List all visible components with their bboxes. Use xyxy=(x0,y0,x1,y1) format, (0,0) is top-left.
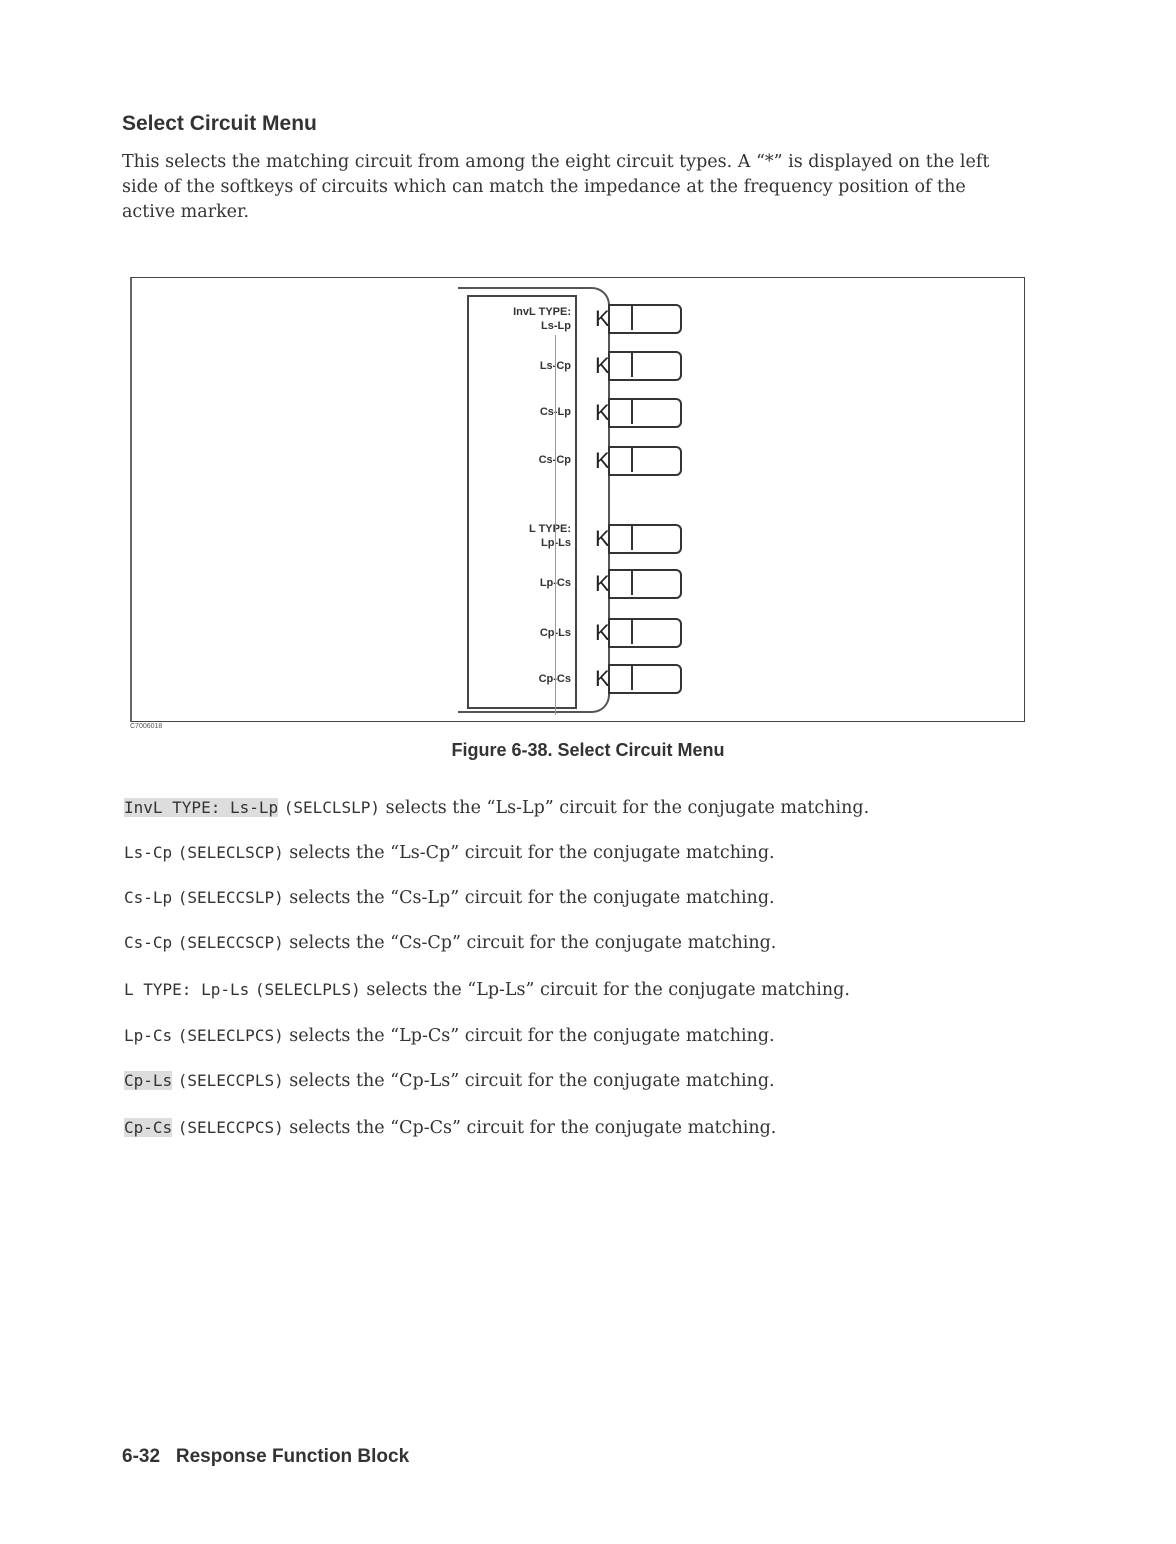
label-invl-type: InvL TYPE: xyxy=(513,306,571,318)
list-item xyxy=(124,888,775,908)
command: (SELECLPCS) xyxy=(177,1026,284,1045)
softkey-name: Cp-Cs xyxy=(124,1118,173,1137)
softkey-name: Ls-Cp xyxy=(124,843,173,862)
softkey-6 xyxy=(595,569,681,597)
description: selects the “Cp-Cs” circuit for the conjugate matching. xyxy=(289,1118,777,1138)
pointer-icon: K xyxy=(595,306,610,331)
pointer-icon: K xyxy=(595,448,610,473)
softkey-4 xyxy=(595,446,681,474)
softkey-8 xyxy=(595,664,681,692)
softkey-name: L TYPE: Lp-Ls xyxy=(124,980,250,999)
label-ls-cp: Ls-Cp xyxy=(539,360,571,372)
label-l-type: L TYPE: xyxy=(529,523,571,535)
page-footer: 6-32 Response Function Block xyxy=(122,1446,410,1467)
command: (SELECCSLP) xyxy=(177,888,284,907)
softkey-name: InvL TYPE: Ls-Lp xyxy=(124,798,279,817)
command: (SELCLSLP) xyxy=(283,798,381,817)
label-cp-ls: Cp-Ls xyxy=(539,627,571,639)
softkey-1 xyxy=(595,304,681,332)
command: (SELECCPLS) xyxy=(177,1071,284,1090)
softkey-name: Lp-Cs xyxy=(124,1026,173,1045)
list-item xyxy=(124,798,869,818)
description: selects the “Cs-Cp” circuit for the conjugate matching. xyxy=(289,933,777,953)
description: selects the “Cs-Lp” circuit for the conjugate matching. xyxy=(289,888,775,908)
list-item xyxy=(124,1118,776,1138)
softkey-2 xyxy=(595,351,681,379)
list-item xyxy=(124,1026,775,1046)
figure-caption: Figure 6-38. Select Circuit Menu xyxy=(451,740,725,760)
description: selects the “Lp-Cs” circuit for the conjugate matching. xyxy=(289,1026,775,1046)
command: (SELECLPLS) xyxy=(254,980,361,999)
pointer-icon: K xyxy=(595,526,610,551)
list-item xyxy=(124,1071,775,1091)
label-ls-lp: Ls-Lp xyxy=(541,320,571,332)
softkey-name: Cp-Ls xyxy=(124,1071,173,1090)
command: (SELECLSCP) xyxy=(177,843,284,862)
pointer-icon: K xyxy=(595,666,610,691)
softkey-7 xyxy=(595,618,681,646)
section-heading: Select Circuit Menu xyxy=(122,112,317,135)
pointer-icon: K xyxy=(595,400,610,425)
label-lp-cs: Lp-Cs xyxy=(539,577,571,589)
figure-code: C7006018 xyxy=(130,723,163,730)
label-cs-cp: Cs-Cp xyxy=(538,454,571,466)
description: selects the “Ls-Cp” circuit for the conjugate matching. xyxy=(289,843,775,863)
label-lp-ls: Lp-Ls xyxy=(541,537,571,549)
softkey-name: Cs-Cp xyxy=(124,933,173,952)
list-item xyxy=(124,980,850,1000)
pointer-icon: K xyxy=(595,571,610,596)
softkey-label-panel xyxy=(467,295,577,709)
separator-line xyxy=(555,335,556,715)
description: selects the “Ls-Lp” circuit for the conjugate matching. xyxy=(385,798,870,818)
intro-paragraph: This selects the matching circuit from among the eight circuit types. A “*” is displayed on the left side of the softkeys of circuits which can match the impedance at the frequency position of the active marker. xyxy=(122,152,990,222)
description: selects the “Lp-Ls” circuit for the conjugate matching. xyxy=(366,980,850,1000)
command: (SELECCSCP) xyxy=(177,933,284,952)
list-item xyxy=(124,843,775,863)
list-item xyxy=(124,933,776,953)
softkey-3 xyxy=(595,398,681,426)
softkey-name: Cs-Lp xyxy=(124,888,173,907)
label-cs-lp: Cs-Lp xyxy=(539,406,571,418)
pointer-icon: K xyxy=(595,620,610,645)
softkey-5 xyxy=(595,524,681,552)
label-cp-cs: Cp-Cs xyxy=(538,673,571,685)
command: (SELECCPCS) xyxy=(177,1118,284,1137)
description: selects the “Cp-Ls” circuit for the conjugate matching. xyxy=(289,1071,775,1091)
pointer-icon: K xyxy=(595,353,610,378)
